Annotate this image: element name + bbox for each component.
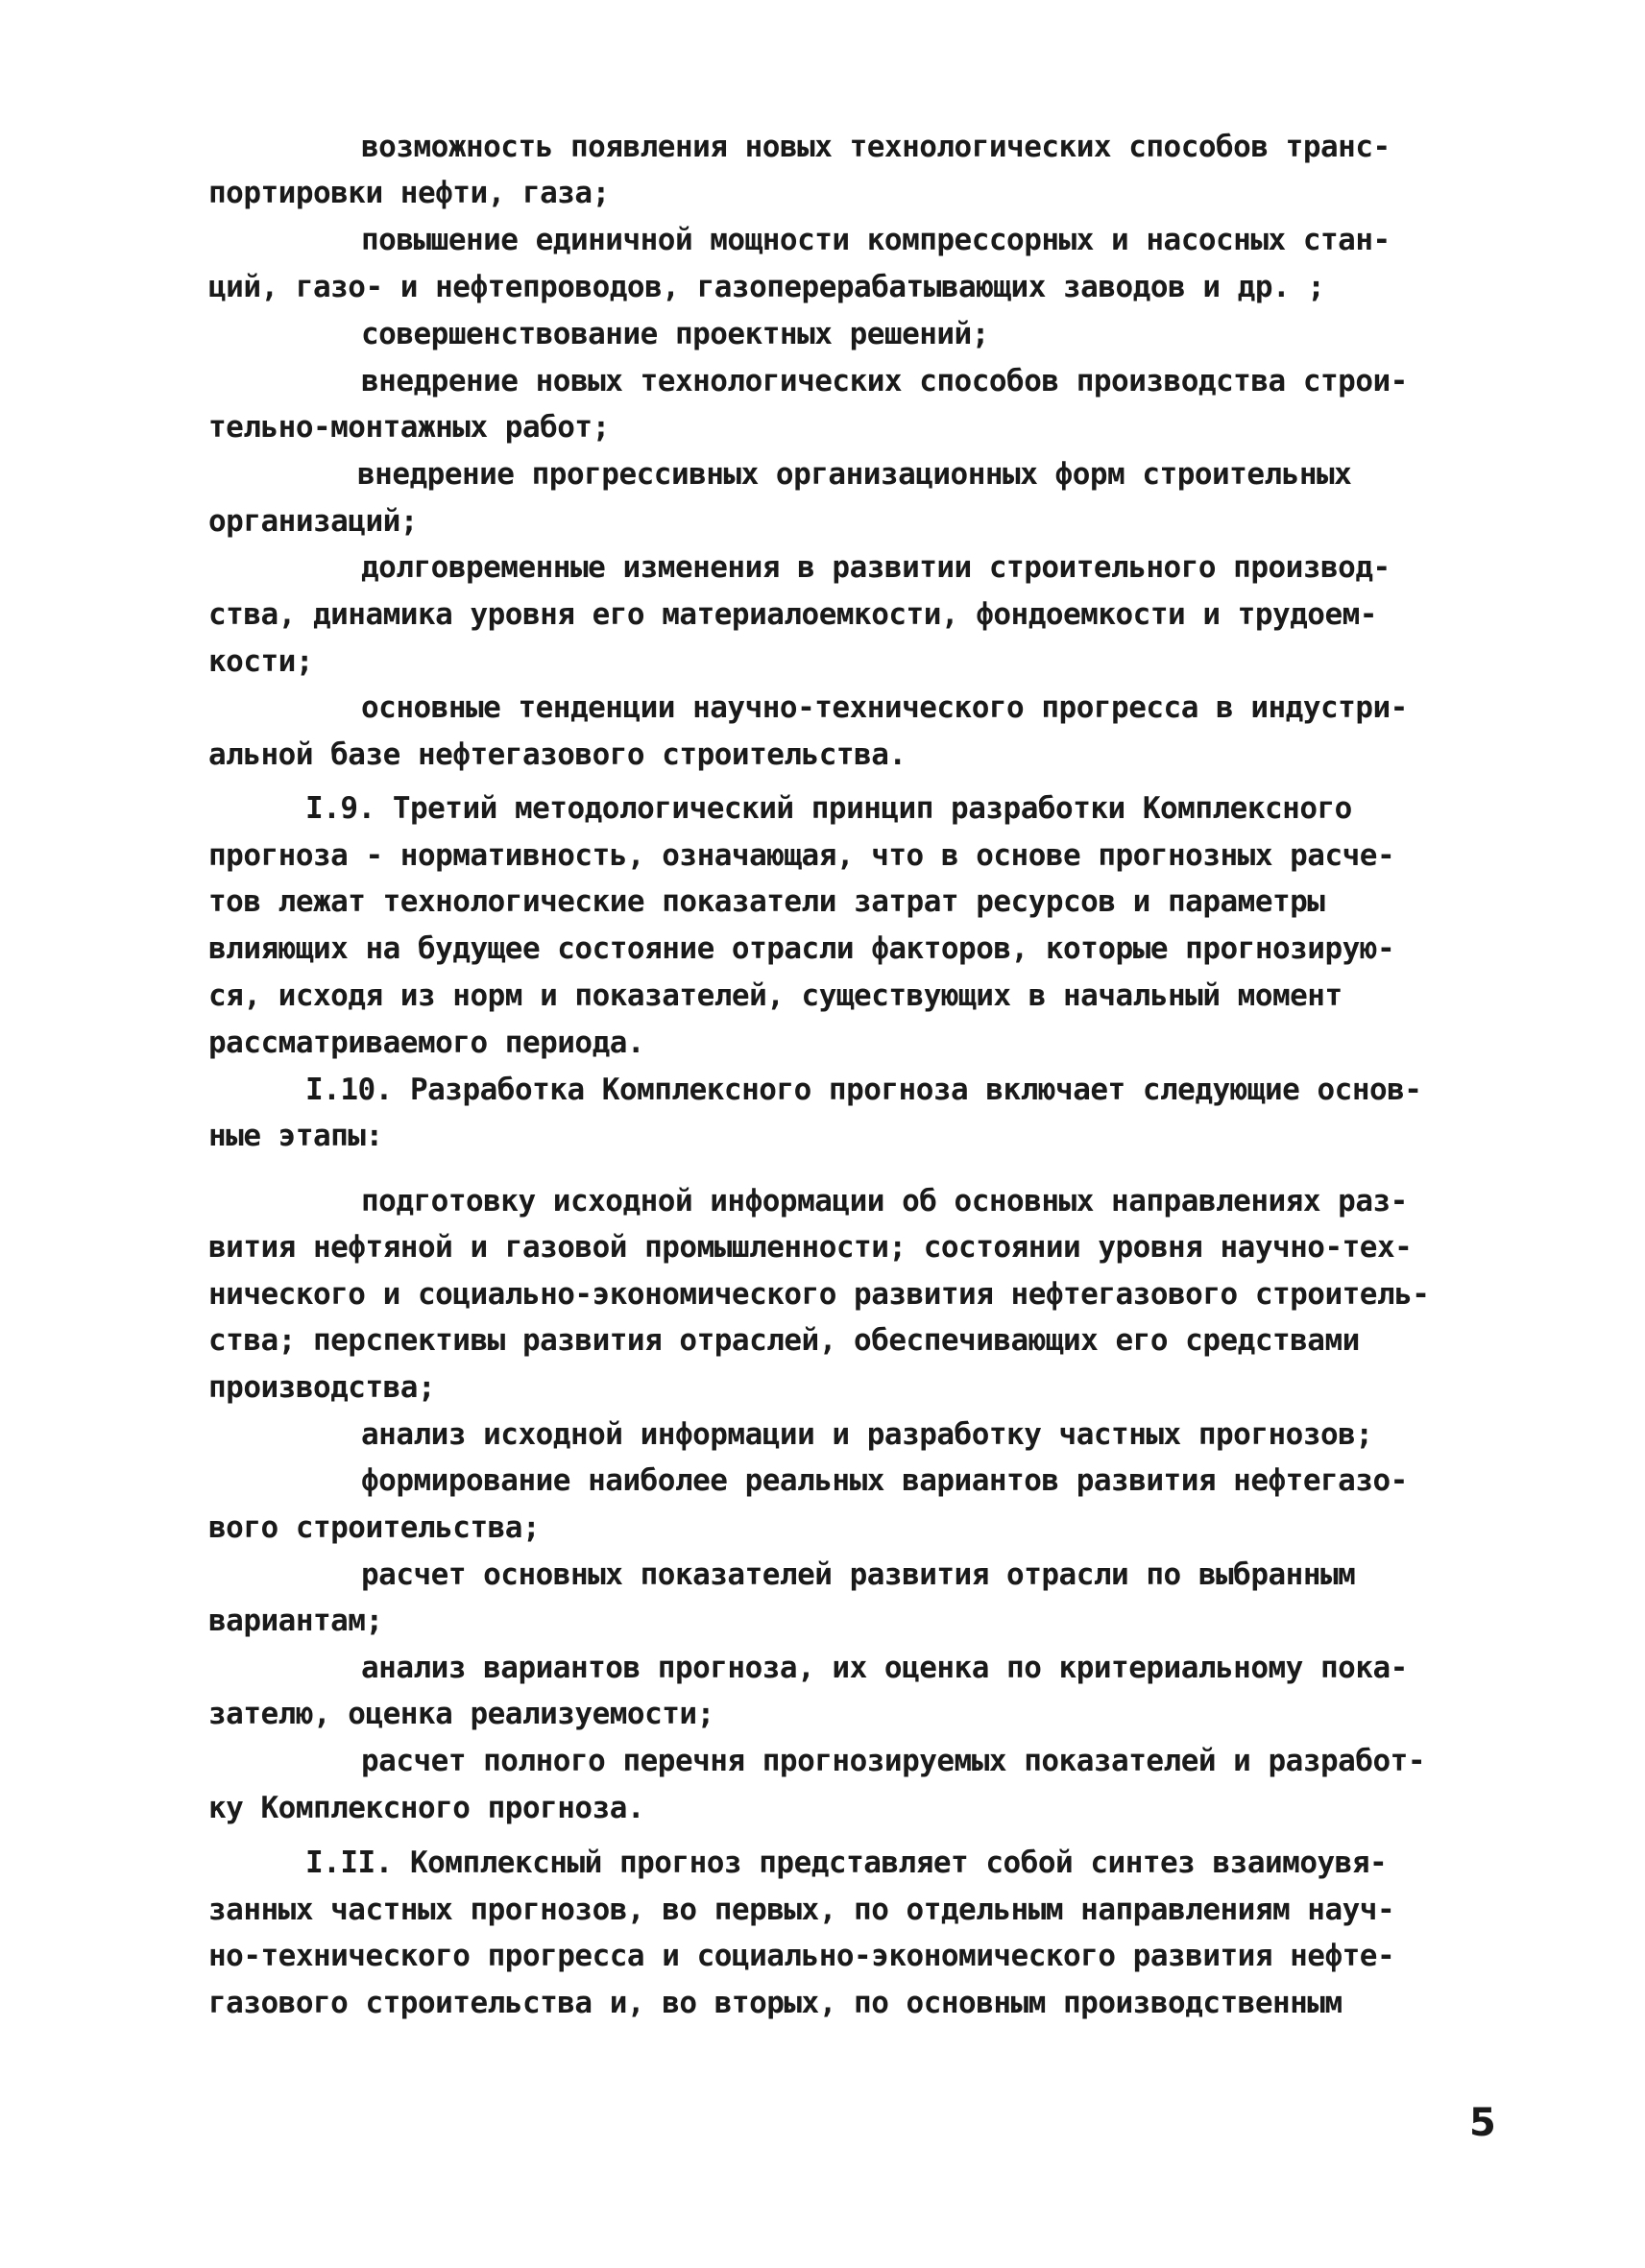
text-line: внедрение прогрессивных организационных форм строительных <box>357 457 1352 492</box>
text-line: долговременные изменения в развитии строительного производ- <box>361 550 1391 585</box>
text-line: анализ вариантов прогноза, их оценка по критериальному пока- <box>361 1651 1408 1685</box>
text-line: производства; <box>208 1370 436 1405</box>
text-line: совершенствование проектных решений; <box>361 317 989 351</box>
text-line: зателю, оценка реализуемости; <box>208 1697 714 1731</box>
text-line: формирование наиболее реальных вариантов развития нефтегазо- <box>361 1463 1408 1498</box>
text-line: кости; <box>208 644 313 679</box>
text-line: нического и социально-экономического развития нефтегазового строитель- <box>208 1277 1430 1312</box>
text-line: рассматриваемого периода. <box>208 1025 645 1060</box>
text-line: подготовку исходной информации об основных направлениях раз- <box>361 1184 1408 1218</box>
text-line: организаций; <box>208 504 418 539</box>
text-line: вития нефтяной и газовой промышленности; состоянии уровня научно-тех- <box>208 1230 1413 1265</box>
text-line: ства, динамика уровня его материалоемкости, фондоемкости и трудоем- <box>208 597 1377 632</box>
text-line: ные этапы: <box>208 1119 383 1153</box>
text-line: влияющих на будущее состояние отрасли факторов, которые прогнозирую- <box>208 931 1395 966</box>
text-line: I.10. Разработка Комплексного прогноза включает следующие основ- <box>305 1073 1422 1107</box>
text-line: альной базе нефтегазового строительства. <box>208 737 907 772</box>
text-line: ку Комплексного прогноза. <box>208 1791 645 1825</box>
text-line: внедрение новых технологических способов производства строи- <box>361 364 1408 398</box>
text-line: анализ исходной информации и разработку частных прогнозов; <box>361 1417 1373 1452</box>
text-line: тов лежат технологические показатели затрат ресурсов и параметры <box>208 884 1325 919</box>
text-line: тельно-монтажных работ; <box>208 410 610 445</box>
text-line: вариантам; <box>208 1604 383 1638</box>
text-line: занных частных прогнозов, во первых, по отдельным направлениям науч- <box>208 1893 1395 1927</box>
text-line: повышение единичной мощности компрессорных и насосных стан- <box>361 223 1391 257</box>
text-line: ций, газо- и нефтепроводов, газоперерабатывающих заводов и др. ; <box>208 270 1325 304</box>
text-line: прогноза - нормативность, означающая, что в основе прогнозных расче- <box>208 838 1395 873</box>
text-line: I.II. Комплексный прогноз представляет собой синтез взаимоувя- <box>305 1846 1388 1880</box>
page-number: 5 <box>1469 2101 1496 2145</box>
text-line: основные тенденции научно-технического прогресса в индустри- <box>361 690 1408 725</box>
text-line: портировки нефти, газа; <box>208 176 610 210</box>
text-line: возможность появления новых технологических способов транс- <box>361 130 1391 164</box>
text-line: расчет основных показателей развития отрасли по выбранным <box>361 1557 1356 1592</box>
text-line: газового строительства и, во вторых, по основным производственным <box>208 1986 1343 2020</box>
text-line: расчет полного перечня прогнозируемых показателей и разработ- <box>361 1744 1425 1778</box>
text-line: но-технического прогресса и социально-экономического развития нефте- <box>208 1939 1395 1973</box>
text-line: вого строительства; <box>208 1510 541 1545</box>
text-line: ся, исходя из норм и показателей, существующих в начальный момент <box>208 978 1343 1013</box>
text-line: ства; перспективы развития отраслей, обеспечивающих его средствами <box>208 1323 1360 1358</box>
text-line: I.9. Третий методологический принцип разработки Комплексного <box>305 791 1352 826</box>
